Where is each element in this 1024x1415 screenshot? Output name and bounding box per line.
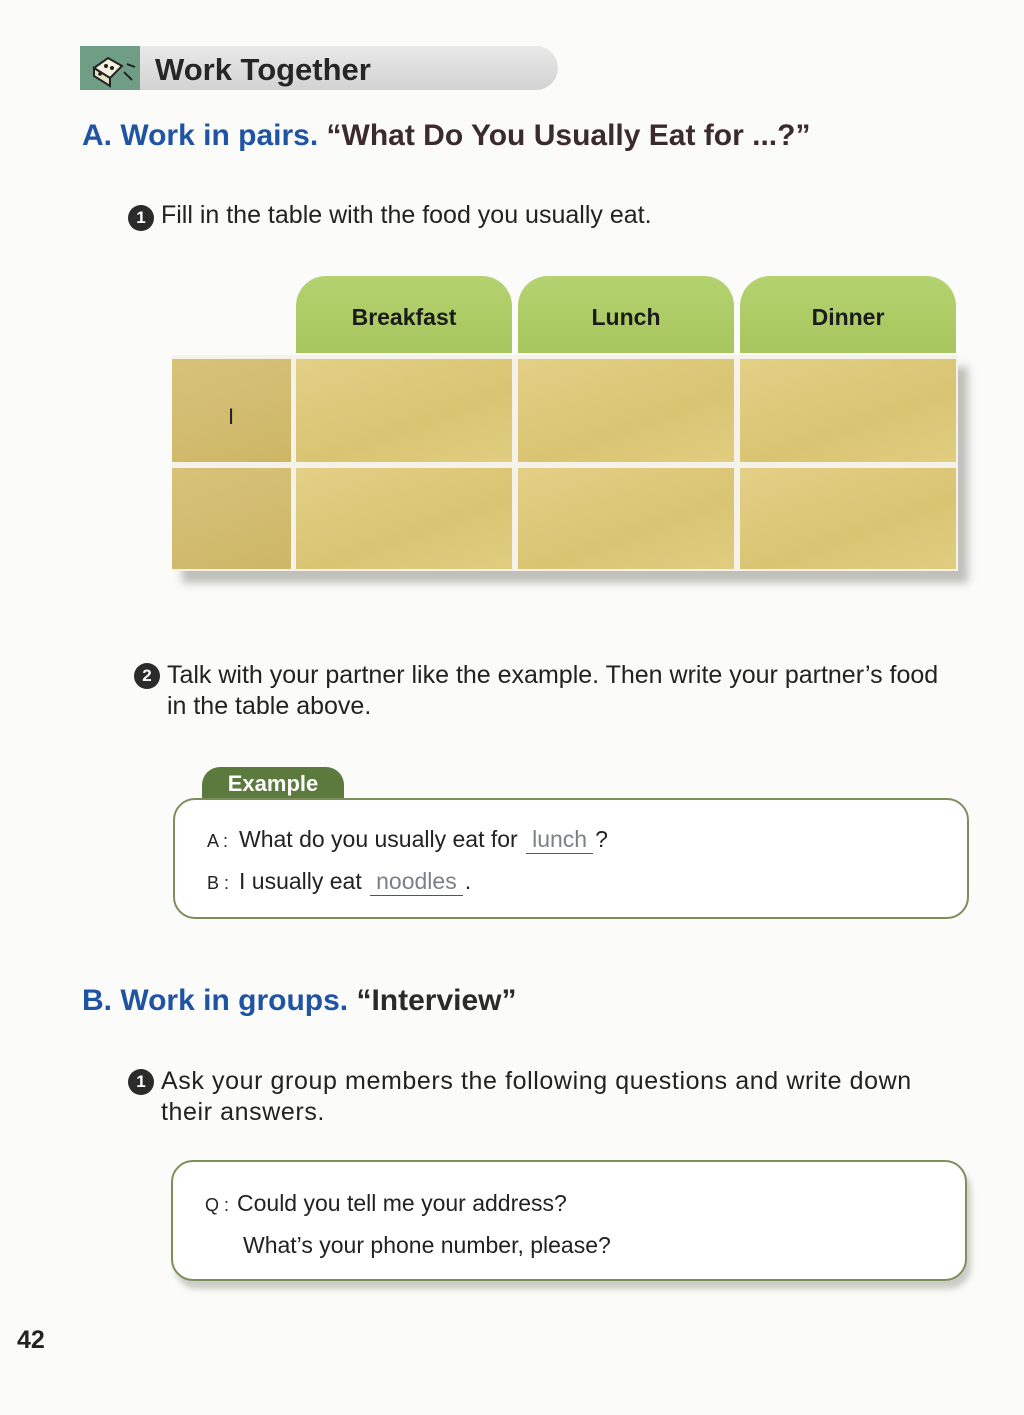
question-2: What’s your phone number, please? <box>243 1232 611 1258</box>
speaker-b: B : <box>207 873 230 893</box>
section-a-lead: A. Work in pairs. <box>82 119 319 152</box>
cell-breakfast-2[interactable] <box>296 468 512 569</box>
questions-box <box>171 1160 967 1281</box>
step-a1 <box>128 200 652 231</box>
header-breakfast: Breakfast <box>296 276 512 353</box>
example-a-end: ? <box>595 826 608 852</box>
cell-dinner-2[interactable] <box>740 468 956 569</box>
page-number: 42 <box>17 1326 45 1354</box>
row-label-cell <box>172 359 291 462</box>
step-b1 <box>128 1066 968 1128</box>
step-number-badge: 1 <box>128 1069 154 1095</box>
example-line-a <box>207 826 608 854</box>
step-a1-text: Fill in the table with the food you usually eat. <box>160 201 652 229</box>
section-b-quote: “Interview” <box>356 984 517 1017</box>
cell-dinner-1[interactable] <box>740 359 956 462</box>
example-line-b <box>207 868 471 896</box>
section-header-title: Work Together <box>155 52 371 87</box>
food-table <box>172 355 958 571</box>
question-line-1 <box>205 1190 567 1217</box>
example-box <box>173 798 969 919</box>
cell-lunch-1[interactable] <box>518 359 734 462</box>
question-1: Could you tell me your address? <box>237 1190 567 1216</box>
section-a-quote: “What Do You Usually Eat for ...?” <box>326 119 811 152</box>
dice-icon <box>80 46 140 90</box>
example-tab: Example <box>202 767 344 801</box>
example-a-text: What do you usually eat for <box>239 826 518 852</box>
row-label-cell <box>172 468 291 569</box>
section-a-title <box>82 119 810 153</box>
step-number-badge: 2 <box>134 663 160 689</box>
section-b-title <box>82 984 517 1018</box>
example-a-blank: lunch <box>526 826 593 854</box>
speaker-q: Q : <box>205 1195 230 1215</box>
example-b-end: . <box>464 868 472 894</box>
speaker-a: A : <box>207 831 229 851</box>
step-a2-text: Talk with your partner like the example. Then write your partner’s food in the table above. <box>166 661 939 720</box>
step-a2 <box>134 660 970 722</box>
header-dinner: Dinner <box>740 276 956 353</box>
example-b-text: I usually eat <box>239 868 362 894</box>
row-label-i: I <box>228 404 235 429</box>
cell-lunch-2[interactable] <box>518 468 734 569</box>
section-b-lead: B. Work in groups. <box>82 984 349 1017</box>
step-b1-text: Ask your group members the following questions and write down their answers. <box>160 1067 912 1126</box>
step-number-badge: 1 <box>128 205 154 231</box>
header-lunch: Lunch <box>518 276 734 353</box>
cell-breakfast-1[interactable] <box>296 359 512 462</box>
example-b-blank: noodles <box>370 868 463 896</box>
